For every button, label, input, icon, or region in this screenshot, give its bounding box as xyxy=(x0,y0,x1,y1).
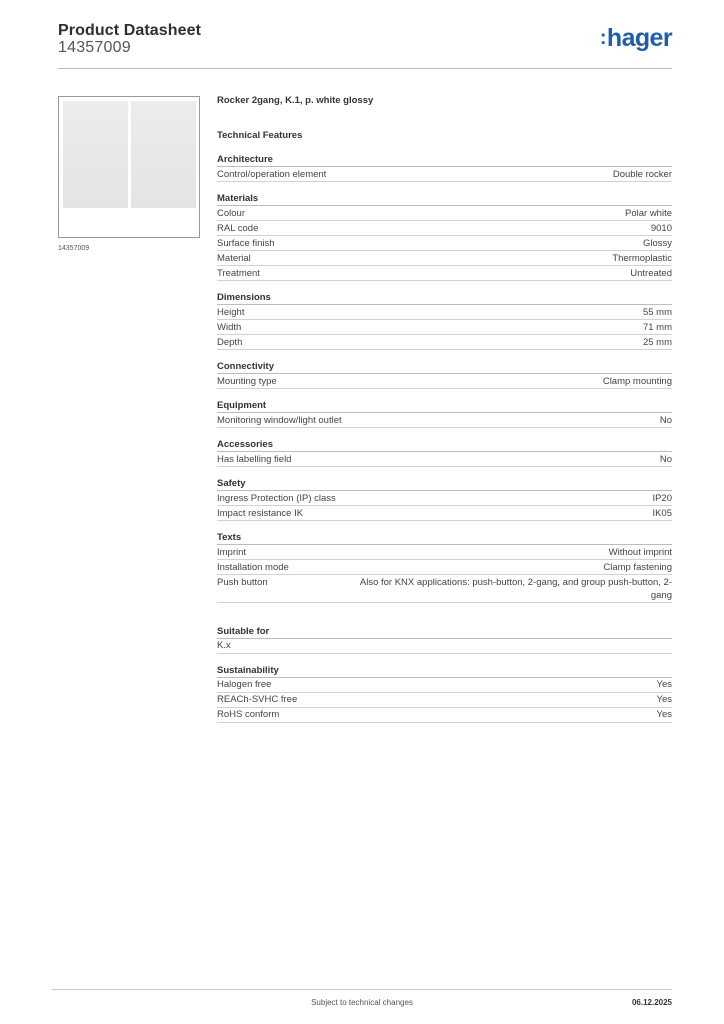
spec-label: Ingress Protection (IP) class xyxy=(217,492,336,504)
spec-value: No xyxy=(659,453,672,465)
spec-label: Impact resistance IK xyxy=(217,507,304,519)
spec-label: Treatment xyxy=(217,267,260,279)
spec-value: 25 mm xyxy=(642,336,672,348)
footer-date: 06.12.2025 xyxy=(631,998,672,1007)
right-rocker-icon xyxy=(131,101,196,208)
feature-sections xyxy=(217,153,672,723)
spec-row xyxy=(217,335,672,350)
spec-value: Without imprint xyxy=(608,546,672,558)
section-texts xyxy=(217,531,672,603)
spec-label: Surface finish xyxy=(217,237,275,249)
logo-text: hager xyxy=(606,24,672,52)
section-accessories xyxy=(217,438,672,467)
section-title: Connectivity xyxy=(217,360,672,374)
spec-row xyxy=(217,545,672,560)
spec-value: Polar white xyxy=(625,207,672,219)
spec-label: Installation mode xyxy=(217,561,289,573)
spec-label: RAL code xyxy=(217,222,259,234)
spec-value: Untreated xyxy=(630,267,672,279)
spec-value: 9010 xyxy=(650,222,672,234)
spec-value: IK05 xyxy=(652,507,672,519)
section-connectivity xyxy=(217,360,672,389)
spec-row xyxy=(217,708,672,723)
spec-row xyxy=(217,678,672,693)
spec-value: Yes xyxy=(656,709,672,720)
spec-row xyxy=(217,221,672,236)
section-title: Texts xyxy=(217,531,672,545)
page-title: Product Datasheet xyxy=(58,22,202,39)
spec-label: REACh-SVHC free xyxy=(217,694,298,705)
spec-value: Also for KNX applications: push-button, 2-gang, and group push-button, 2-gang xyxy=(359,576,672,601)
section-title: Materials xyxy=(217,192,672,206)
spec-row xyxy=(217,167,672,182)
spec-value: Yes xyxy=(656,694,672,705)
hager-logo xyxy=(600,26,672,51)
header-divider xyxy=(58,68,672,69)
spec-row xyxy=(217,413,672,428)
spec-value: Thermoplastic xyxy=(612,252,672,264)
spec-row xyxy=(217,206,672,221)
section-title: Equipment xyxy=(217,399,672,413)
section-title: Sustainability xyxy=(217,664,672,678)
spec-row xyxy=(217,320,672,335)
spec-value: Clamp mounting xyxy=(602,375,672,387)
datasheet-content xyxy=(217,94,672,723)
spec-label: K.x xyxy=(217,640,231,651)
spec-label: Control/operation element xyxy=(217,168,327,180)
spec-label: Has labelling field xyxy=(217,453,292,465)
spec-value: 55 mm xyxy=(642,306,672,318)
spec-row xyxy=(217,251,672,266)
spec-label: Halogen free xyxy=(217,679,272,690)
spec-label: Push button xyxy=(217,576,268,588)
section-title: Accessories xyxy=(217,438,672,452)
section-dimensions xyxy=(217,291,672,350)
spec-label: Depth xyxy=(217,336,243,348)
spec-label: Colour xyxy=(217,207,245,219)
spec-value: 71 mm xyxy=(642,321,672,333)
spec-row xyxy=(217,266,672,281)
section-safety xyxy=(217,477,672,521)
section-title: Safety xyxy=(217,477,672,491)
spec-row xyxy=(217,491,672,506)
section-suitable-for xyxy=(217,625,672,654)
image-caption: 14357009 xyxy=(58,245,90,252)
spec-row xyxy=(217,575,672,603)
product-number: 14357009 xyxy=(58,39,131,56)
spec-label: Monitoring window/light outlet xyxy=(217,414,342,426)
left-rocker-icon xyxy=(63,101,128,208)
spec-row xyxy=(217,374,672,389)
technical-features-heading: Technical Features xyxy=(217,130,303,141)
section-sustainability xyxy=(217,664,672,723)
logo-colon-icon: : xyxy=(599,27,606,49)
footer-note: Subject to technical changes xyxy=(311,998,413,1007)
spec-row xyxy=(217,693,672,708)
section-equipment xyxy=(217,399,672,428)
spec-value: Clamp fastening xyxy=(603,561,672,573)
product-image xyxy=(58,96,200,238)
section-title: Suitable for xyxy=(217,625,672,639)
spec-label: Material xyxy=(217,252,251,264)
spec-row xyxy=(217,560,672,575)
spec-row xyxy=(217,305,672,320)
section-architecture xyxy=(217,153,672,182)
section-materials xyxy=(217,192,672,281)
spec-label: Width xyxy=(217,321,242,333)
section-title: Architecture xyxy=(217,153,672,167)
spec-row xyxy=(217,639,672,654)
footer-divider xyxy=(52,989,672,990)
spec-label: Mounting type xyxy=(217,375,277,387)
spec-row xyxy=(217,452,672,467)
spec-label: Imprint xyxy=(217,546,247,558)
section-title: Dimensions xyxy=(217,291,672,305)
spec-value: Glossy xyxy=(642,237,672,249)
spec-value: Yes xyxy=(656,679,672,690)
spec-label: RoHS conform xyxy=(217,709,280,720)
spec-value: Double rocker xyxy=(612,168,672,180)
product-name: Rocker 2gang, K.1, p. white glossy xyxy=(217,95,374,106)
spec-value: No xyxy=(659,414,672,426)
spec-row xyxy=(217,236,672,251)
spec-value: IP20 xyxy=(652,492,672,504)
spec-row xyxy=(217,506,672,521)
spec-label: Height xyxy=(217,306,245,318)
